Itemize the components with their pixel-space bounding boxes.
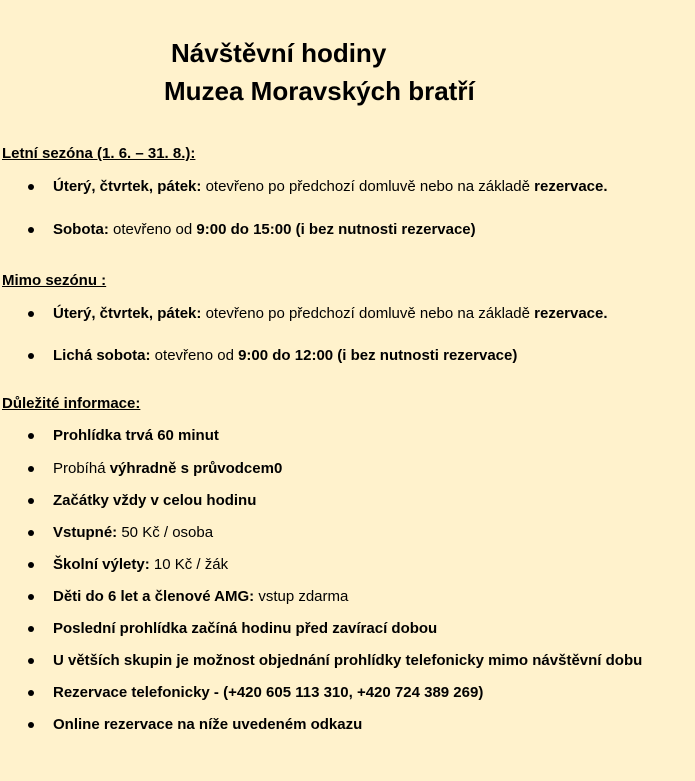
item-text: otevřeno po předchozí domluvě nebo na základě: [201, 178, 535, 195]
item-text: otevřeno od: [108, 221, 197, 238]
info-item-duration: [53, 427, 219, 445]
item-lead: Lichá sobota:: [53, 347, 151, 364]
info-item-phone-reservation: [53, 684, 483, 702]
info-item-children: [53, 588, 348, 606]
item-lead: Úterý, čtvrtek, pátek:: [53, 305, 202, 322]
summer-heading: Letní sezóna (1. 6. – 31. 8.):: [2, 145, 196, 162]
item-tail: rezervace.: [534, 305, 608, 322]
item-lead: Školní výlety:: [53, 556, 150, 573]
item-lead: Online rezervace na níže uvedeném odkazu: [53, 716, 363, 733]
item-text: 10 Kč / žák: [149, 556, 229, 573]
info-item-school-trips: [53, 556, 228, 574]
item-tail: 9:00 do 12:00 (i bez nutnosti rezervace): [238, 347, 518, 364]
item-text: vstup zdarma: [254, 588, 349, 605]
item-lead: Rezervace telefonicky - (+420 605 113 310, +420 724 389 269): [53, 684, 484, 701]
item-lead: Prohlídka trvá 60 minut: [53, 427, 219, 444]
item-lead: Začátky vždy v celou hodinu: [53, 492, 257, 509]
info-heading: Důležité informace:: [2, 395, 141, 412]
item-tail: 9:00 do 15:00 (i bez nutnosti rezervace): [196, 221, 476, 238]
page-title-line-2: Muzea Moravských bratří: [164, 76, 475, 106]
item-lead: Poslední prohlídka začíná hodinu před zavírací dobou: [53, 620, 438, 637]
item-text: otevřeno od: [150, 347, 239, 364]
info-item-start-times: [53, 492, 256, 510]
info-item-online-reservation: [53, 716, 362, 734]
item-tail: rezervace.: [534, 178, 608, 195]
item-lead: Sobota:: [53, 221, 109, 238]
summer-item-weekdays: [53, 178, 608, 196]
item-lead: Vstupné:: [53, 524, 118, 541]
item-text: otevřeno po předchozí domluvě nebo na základě: [201, 305, 535, 322]
item-pre: Probíhá: [53, 460, 110, 477]
offseason-heading: Mimo sezónu :: [2, 272, 107, 289]
item-lead: Úterý, čtvrtek, pátek:: [53, 178, 202, 195]
offseason-item-weekdays: [53, 305, 608, 323]
item-lead: Děti do 6 let a členové AMG:: [53, 588, 255, 605]
info-item-guide: [53, 460, 282, 478]
summer-item-saturday: [53, 221, 476, 239]
item-lead: výhradně s průvodcem0: [109, 460, 283, 477]
offseason-item-saturday: [53, 347, 517, 365]
info-item-admission: [53, 524, 213, 542]
item-lead: U větších skupin je možnost objednání prohlídky telefonicky mimo návštěvní dobu: [53, 652, 643, 669]
info-item-last-tour: [53, 620, 437, 638]
info-item-groups: [53, 652, 642, 670]
item-text: 50 Kč / osoba: [117, 524, 214, 541]
page-title-line-1: Návštěvní hodiny: [171, 38, 387, 68]
